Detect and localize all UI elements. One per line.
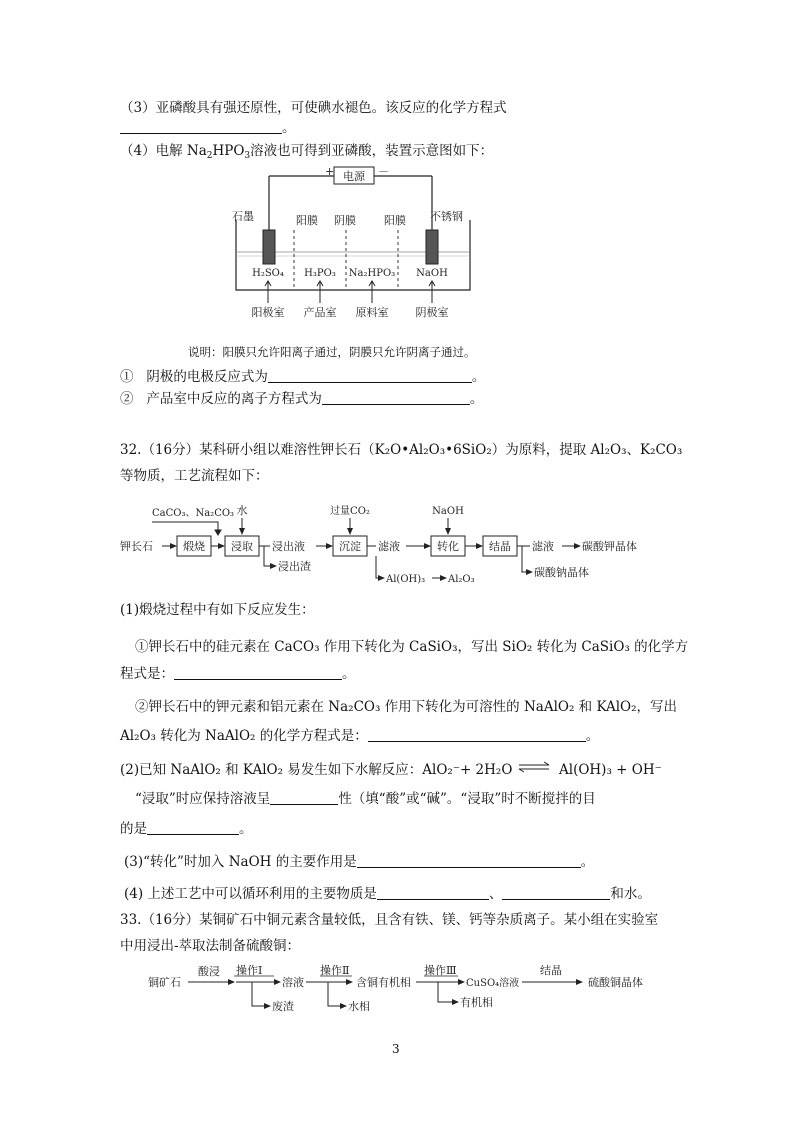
answer-blank[interactable] xyxy=(147,820,239,835)
page-number: 3 xyxy=(392,1042,400,1056)
q33-acid: 酸浸 xyxy=(198,965,220,978)
q33-op1: 操作Ⅰ xyxy=(236,964,263,977)
answer-blank[interactable] xyxy=(322,390,470,405)
flow-leach: 浸出液 xyxy=(272,540,305,553)
answer-blank[interactable] xyxy=(174,665,342,680)
flow-start: 钾长石 xyxy=(120,540,153,553)
chamber-cathode: 阴极室 xyxy=(415,306,449,319)
q32-part4: (4) 上述工艺中可以循环利用的主要物质是 、 和水。 xyxy=(124,886,651,902)
q32-part1a-answer: 程式是： 。 xyxy=(120,666,356,682)
steel-label: 不锈钢 xyxy=(430,210,463,223)
answer-blank[interactable] xyxy=(377,885,489,900)
q33-organic: 有机相 xyxy=(460,996,493,1009)
answer-blank[interactable] xyxy=(368,727,586,742)
solution-na2hpo3: Na₂HPO₃ xyxy=(348,268,396,279)
flow-na2co3: 碳酸钠晶体 xyxy=(534,566,589,579)
flow-box4: 转化 xyxy=(437,540,459,553)
membrane-label-3: 阳膜 xyxy=(384,214,406,227)
flow-reagent1: CaCO₃、Na₂CO₃ xyxy=(152,508,235,519)
flow-box3: 沉淀 xyxy=(339,540,361,553)
flow-filtrate1: 滤液 xyxy=(378,540,400,553)
chamber-product: 产品室 xyxy=(303,306,337,319)
answer-blank[interactable] xyxy=(270,790,338,805)
q33-solution: 溶液 xyxy=(282,976,304,989)
q33-product: 硫酸铜晶体 xyxy=(588,976,643,989)
q33-waste: 废渣 xyxy=(272,1000,294,1013)
q33-op3: 操作Ⅲ xyxy=(424,964,457,977)
chamber-raw: 原料室 xyxy=(355,306,389,319)
flow-co2: 过量CO₂ xyxy=(330,506,370,517)
electrolysis-apparatus xyxy=(224,162,484,322)
q31-4-text: （4）电解 $Na_2HPO_3$溶液也可得到亚磷酸，装置示意图如下： xyxy=(120,143,494,161)
flow-naoh: NaOH xyxy=(432,506,464,517)
q32-line2: 等物质，工艺流程如下： xyxy=(120,468,269,484)
q33-organic-cu: 含铜有机相 xyxy=(356,976,411,989)
solution-naoh: NaOH xyxy=(416,268,448,279)
q32-part2: (2)已知 NaAlO₂ 和 KAlO₂ 易发生如下水解反应：AlO₂⁻+ 2H₂O Al(OH)₃ + OH⁻ xyxy=(120,762,662,778)
minus-sign: － xyxy=(378,165,389,178)
q32-part1b: ②钾长石中的钾元素和铝元素在 Na₂CO₃ 作用下转化为可溶性的 NaAlO₂ 和 KAlO₂，写出 xyxy=(135,699,678,715)
q31-4-item-1: ① 阴极的电极反应式为 。 xyxy=(120,369,486,385)
membrane-label-1: 阳膜 xyxy=(296,214,318,227)
q33-cuso4: CuSO₄溶液 xyxy=(466,978,520,989)
q33-op2: 操作Ⅱ xyxy=(320,964,350,977)
steel-electrode xyxy=(426,230,438,264)
answer-blank[interactable] xyxy=(268,368,472,383)
flow-al2o3: Al₂O₃ xyxy=(448,574,475,585)
flow-box2: 浸取 xyxy=(231,540,253,553)
flow-residue: 浸出渣 xyxy=(278,560,311,573)
q33-line1: 33.（16分）某铜矿石中铜元素含量较低，且含有铁、镁、钙等杂质离子。某小组在实验室 xyxy=(120,912,659,928)
membrane-label-2: 阴膜 xyxy=(334,214,356,227)
flow-k2co3: 碳酸钾晶体 xyxy=(582,540,637,553)
answer-blank[interactable] xyxy=(502,885,610,900)
graphite-electrode xyxy=(263,230,275,264)
chamber-arrows xyxy=(265,281,435,303)
plus-sign: + xyxy=(325,165,335,178)
q33-start: 铜矿石 xyxy=(148,976,181,989)
q32-part1: (1)煅烧过程中有如下反应发生： xyxy=(120,602,315,618)
answer-blank[interactable] xyxy=(120,119,282,134)
equilibrium-arrow-icon xyxy=(517,760,555,778)
solution-h2so4: H₂SO₄ xyxy=(252,268,284,279)
graphite-label: 石墨 xyxy=(232,210,254,223)
q32-flowchart xyxy=(118,500,678,590)
q33-flowchart xyxy=(148,962,658,1016)
q33-line2: 中用浸出-萃取法制备硫酸铜： xyxy=(120,938,301,954)
apparatus-note: 说明：阳膜只允许阳离子通过，阴膜只允许阴离子通过。 xyxy=(188,345,476,359)
flow-box5: 结晶 xyxy=(489,540,511,553)
period: 。 xyxy=(282,120,296,136)
q32-part2d: 的是 。 xyxy=(120,821,253,837)
answer-blank[interactable] xyxy=(357,853,581,868)
q31-4-item-2: ② 产品室中反应的离子方程式为 。 xyxy=(120,391,484,407)
power-label: 电源 xyxy=(343,170,365,183)
flow-water: 水 xyxy=(236,504,248,517)
q33-cryst: 结晶 xyxy=(540,964,562,977)
solution-h3po3: H₃PO₃ xyxy=(304,268,336,279)
q32-part1b-answer: Al₂O₃ 转化为 NaAlO₂ 的化学方程式是： 。 xyxy=(120,728,600,744)
q31-3-answer-line xyxy=(120,119,296,137)
q32-line1: 32.（16分）某科研小组以难溶性钾长石（K₂O•Al₂O₃•6SiO₂）为原料，提取 Al₂O₃、K₂CO₃ xyxy=(120,442,683,458)
flow-aloh: Al(OH)₃ xyxy=(386,574,426,585)
q33-water-phase: 水相 xyxy=(348,1000,370,1013)
flow-filtrate2: 滤液 xyxy=(532,540,554,553)
q32-part3: (3)“转化”时加入 NaOH 的主要作用是 。 xyxy=(124,854,595,870)
q32-part2b: “浸取”时应保持溶液呈 性（填“酸”或“碱”。“浸取”时不断搅拌的目 xyxy=(135,791,596,807)
chamber-anode: 阳极室 xyxy=(251,306,285,319)
q32-part1a: ①钾长石中的硅元素在 CaCO₃ 作用下转化为 CaSiO₃，写出 SiO₂ 转化为 CaSiO₃ 的化学方 xyxy=(135,639,689,655)
q31-3-text: （3）亚磷酸具有强还原性，可使碘水褪色。该反应的化学方程式 xyxy=(120,100,507,116)
flow-box1: 煅烧 xyxy=(183,540,205,553)
